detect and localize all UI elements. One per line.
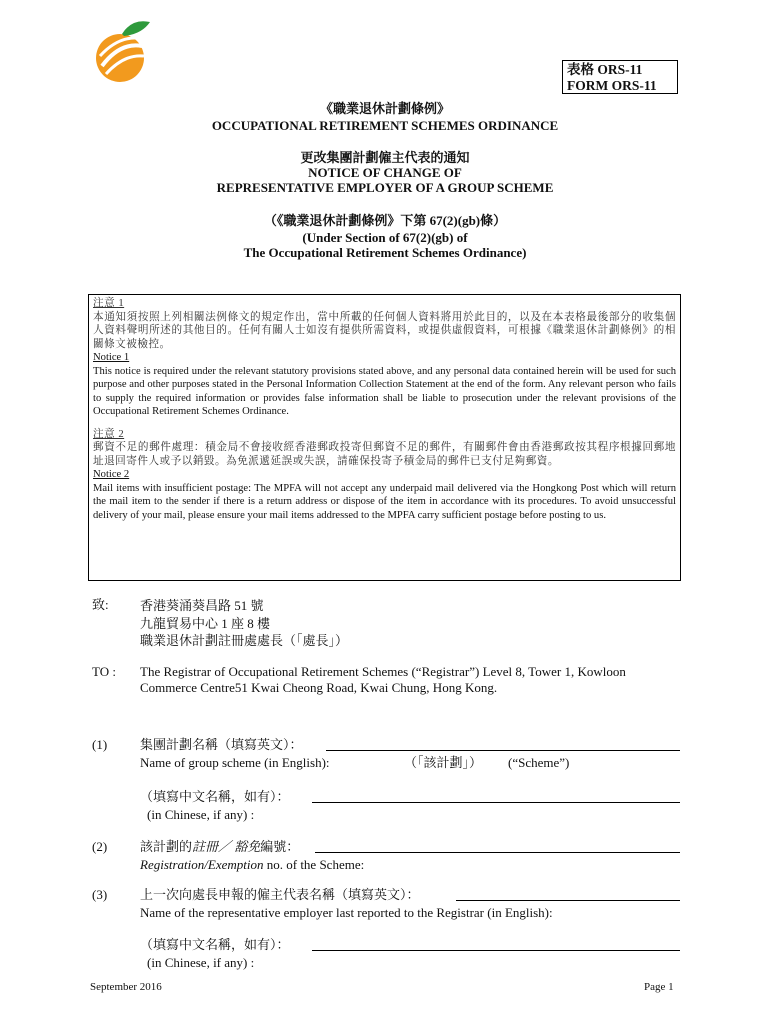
form-code-en: FORM ORS-11 [567,77,657,93]
mpfa-logo [86,16,158,88]
item-2-zh-b: 註冊／ 豁免 [192,839,261,854]
address-zh-line-1: 香港葵涌葵昌路 51 號 [140,598,264,613]
notice-2-heading-en: Notice 2 [93,469,130,480]
item-2-number: (2) [92,839,108,854]
ordinance-title-en: OCCUPATIONAL RETIREMENT SCHEMES ORDINANCE [211,118,559,133]
previous-employer-chinese-field[interactable] [312,950,680,951]
address-zh [140,597,348,650]
item-1-scheme-en: (“Scheme”) [508,755,570,770]
item-1b-label-en: (in Chinese, if any) : [147,807,255,822]
notice-1-body-en: This notice is required under the relevant statutory provisions stated above, and any personal data contained herein will be used for such purpose and other purposes stated in the Personal Information Collection Statement at the end of the form. Any relevant person who fails to supply the required information or provides false information shall be liable to prosecution under the relevant provisions of the Occupational Retirement Schemes Ordinance. [93,365,676,417]
notices-box [88,294,681,581]
section-zh: （《職業退休計劃條例》下第 67(2)(gb)條） [263,213,507,228]
item-1-label-zh: 集團計劃名稱（填寫英文）： [140,737,303,752]
footer-date: September 2016 [90,981,162,993]
item-1-label-en: Name of group scheme (in English): [140,755,330,770]
notice-title-en-1: NOTICE OF CHANGE OF [308,165,462,180]
scheme-name-english-field[interactable] [326,750,680,751]
item-1-number: (1) [92,737,108,752]
form-code-zh: 表格 ORS-11 [567,62,643,77]
address-zh-line-2: 九龍貿易中心 1 座 8 樓 [140,615,271,631]
item-2-zh-c: 編號： [260,839,300,854]
item-2-label-zh [140,839,299,855]
scheme-name-chinese-field[interactable] [312,802,680,803]
item-3b-label-en: (in Chinese, if any) : [147,955,255,970]
item-1b-label-zh: （填寫中文名稱，如有）： [140,789,290,804]
item-3-number: (3) [92,887,108,902]
page-number: Page 1 [644,981,674,993]
to-label-en: TO : [92,664,116,679]
notice-1-body-zh: 本通知須按照上列相關法例條文的規定作出，當中所載的任何個人資料將用於此目的，以及在本表格最後部分的收集個人資料聲明所述的其他目的。任何有關人士如沒有提供所需資料，或提供虛假資料，可根據《職業退休計劃條例》的相關條文被檢控。 [93,311,676,350]
item-3-label-en: Name of the representative employer last reported to the Registrar (in English): [140,905,553,920]
form-code-box [562,60,678,94]
address-en: The Registrar of Occupational Retirement Schemes (“Registrar”) Level 8, Tower 1, Kowloon Commerce Centre51 Kwai Cheong Road, Kwai Chung, Hong Kong. [140,664,626,695]
notice-2-heading-zh: 注意 2 [93,428,125,440]
notice-title-en-2: REPRESENTATIVE EMPLOYER OF A GROUP SCHEME [216,180,554,195]
notice-1-heading-en: Notice 1 [93,352,130,363]
ordinance-title-zh: 《職業退休計劃條例》 [319,101,450,116]
item-3b-label-zh: （填寫中文名稱，如有）： [140,937,290,952]
address-zh-line-3: 職業退休計劃註冊處處長（「處長」） [140,633,349,648]
section-en-2: The Occupational Retirement Schemes Ordinance) [243,245,527,260]
item-2-label-en [140,857,364,873]
item-2-en-b: no. of the Scheme: [263,857,365,872]
notice-1-heading-zh: 注意 1 [93,298,125,309]
notice-2-body-en: Mail items with insufficient postage: The MPFA will not accept any underpaid mail delivered via the Hongkong Post which will return the mail item to the sender if there is a return address or dispose of the item in accordance with its procedures. To avoid unsuccessful delivery of your mail, please ensure your mail items addressed to the MPFA carry sufficient postage before posting to us. [93,482,676,521]
registration-number-field[interactable] [315,852,680,853]
previous-employer-english-field[interactable] [456,900,680,901]
item-2-en-a: Registration/Exemption [140,857,264,872]
item-2-zh-a: 該計劃的 [140,839,193,854]
item-1-scheme-zh: （「該計劃」） [404,755,483,770]
notice-title-zh: 更改集團計劃僱主代表的通知 [300,150,470,165]
item-3-label-zh: 上一次向處長申報的僱主代表名稱（填寫英文）： [140,887,420,902]
to-label-zh: 致: [92,597,109,612]
section-en-1: (Under Section of 67(2)(gb) of [302,230,468,245]
notice-2-body-zh: 郵資不足的郵件處理：積金局不會接收經香港郵政投寄但郵資不足的郵件，有關郵件會由香港郵政按其程序根據回郵地址退回寄件人或予以銷毀。為免派遞延誤或失誤，請確保投寄予積金局的郵件已支付足夠郵資。 [93,442,676,467]
